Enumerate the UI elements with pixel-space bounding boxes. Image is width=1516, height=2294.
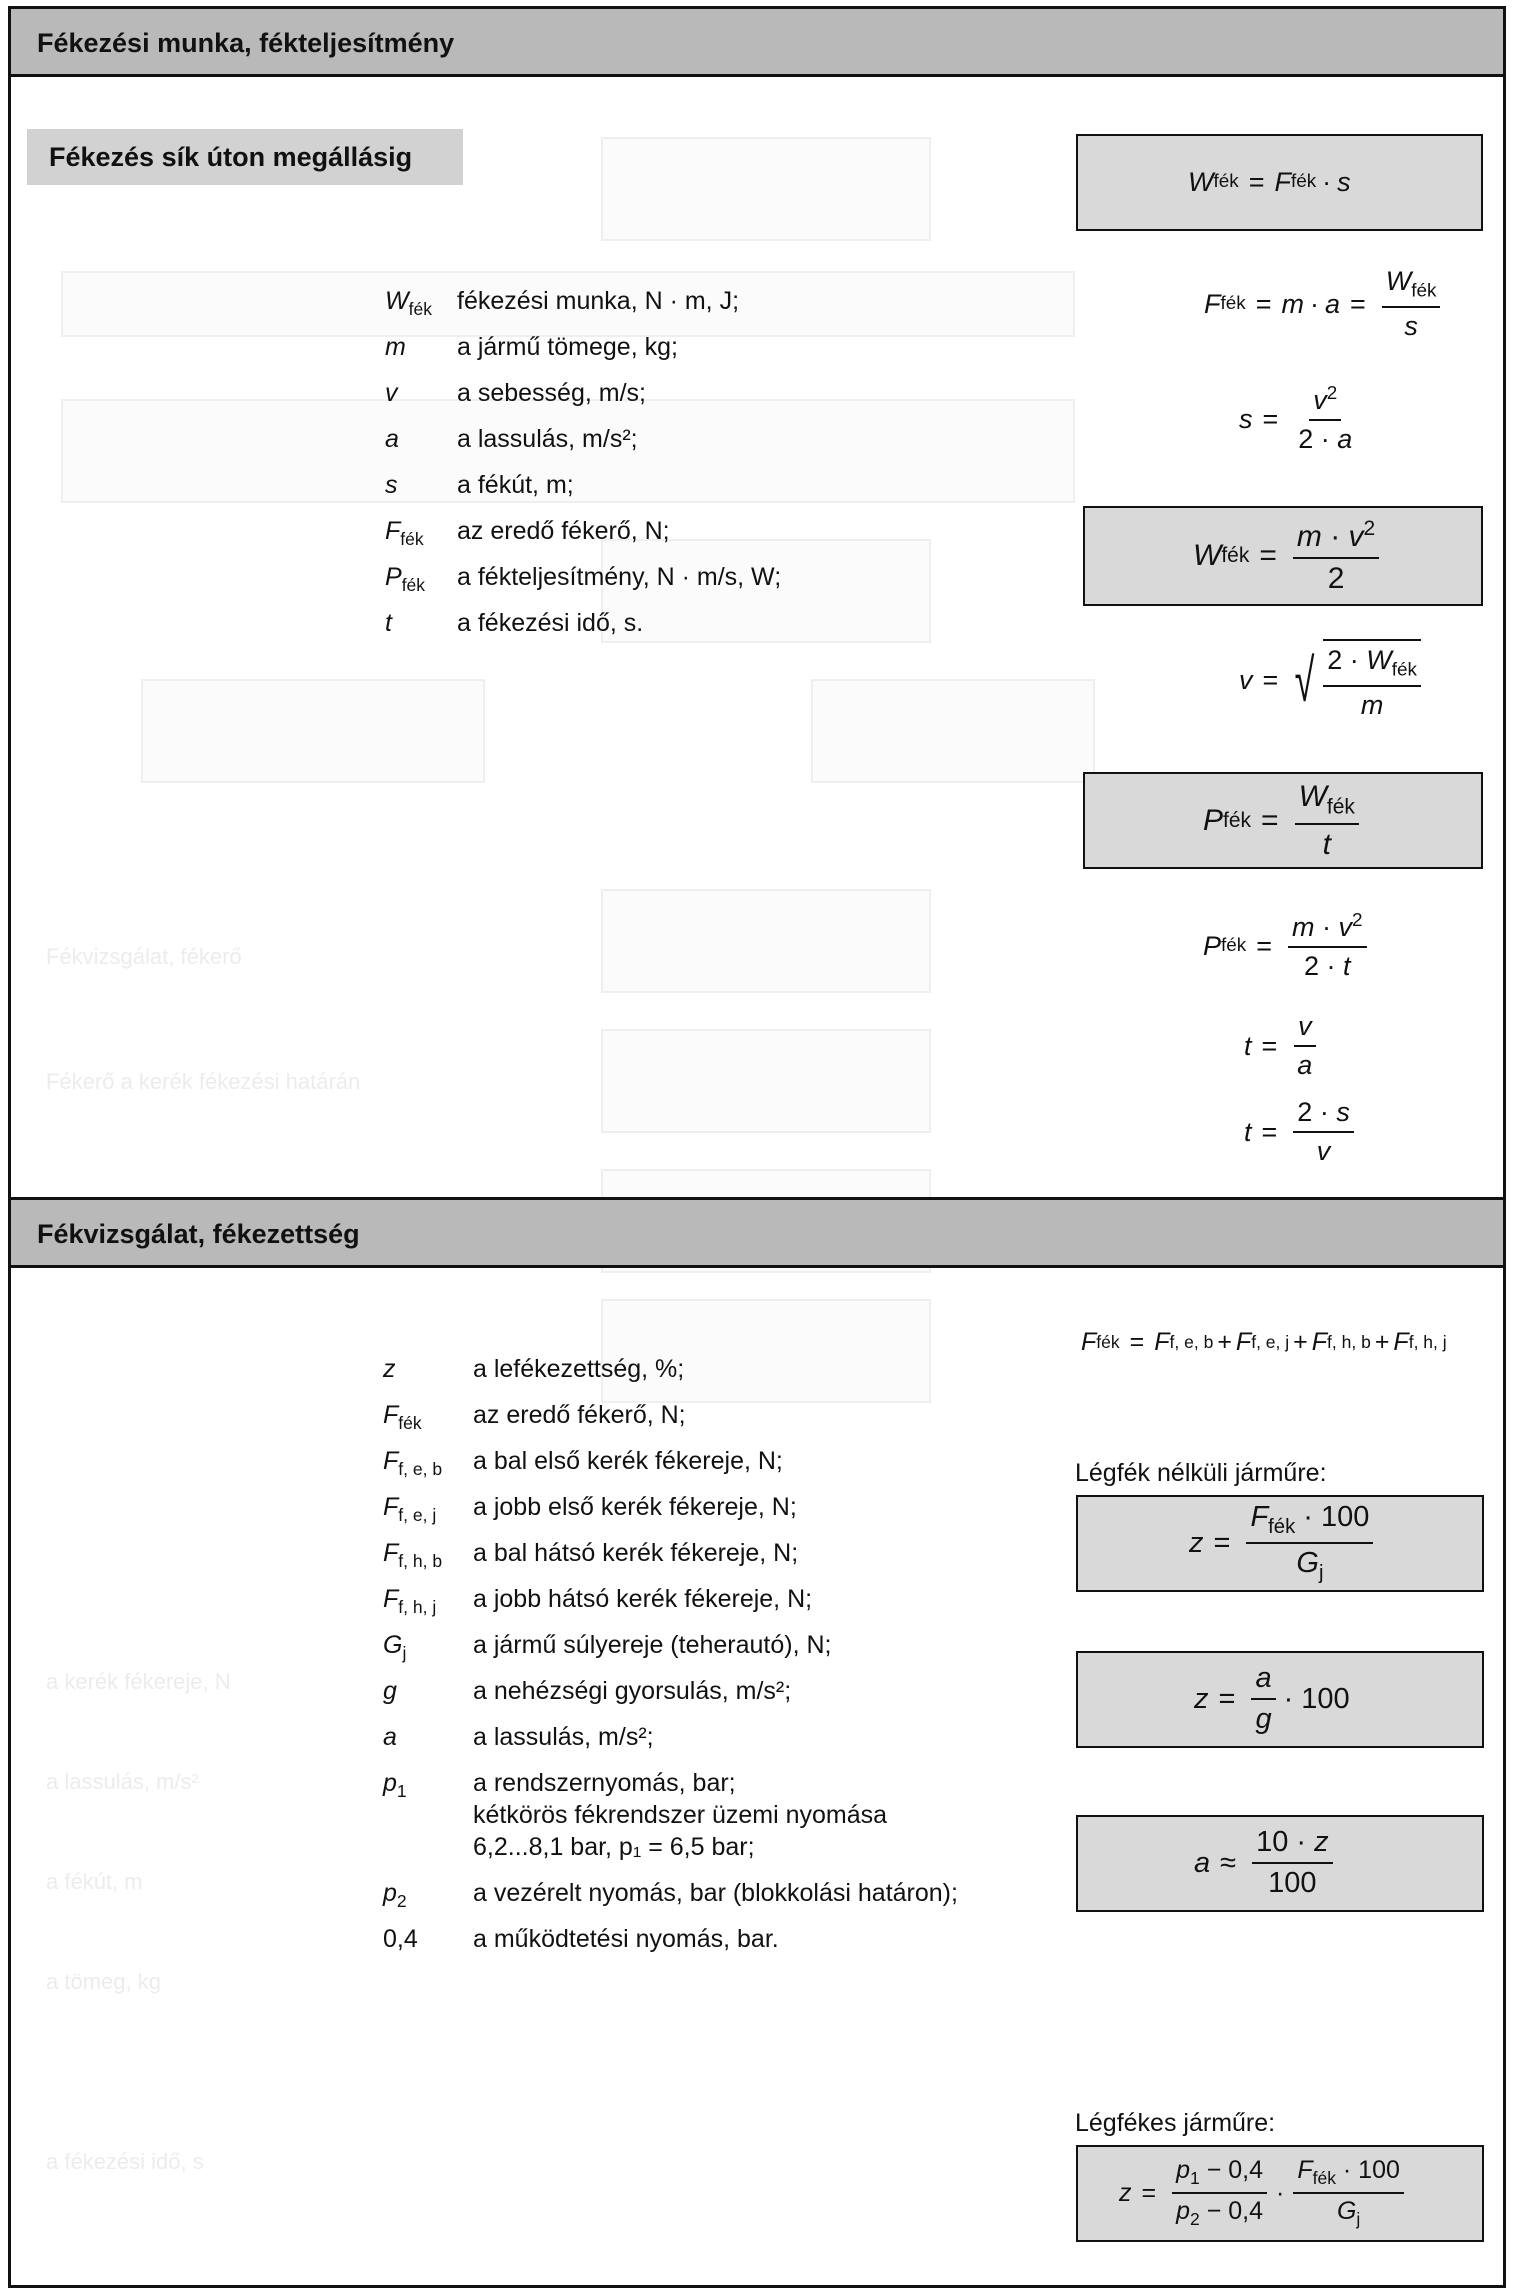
formula-velocity: v = √ $2 \cdot W_{fék}$ m xyxy=(1239,634,1427,726)
formula-braking-ratio-no-air: z = $F_{fék} \cdot 100$ $G_j$ xyxy=(1189,1501,1379,1585)
label-no-air-brake: Légfék nélküli járműre: xyxy=(1075,1459,1327,1487)
formula-brake-power: P fék = $W_{fék}$ t xyxy=(1203,779,1365,863)
section-title: Fékvizsgálat, fékezettség xyxy=(37,1219,360,1249)
formula-braking-ratio-decel: z = $\frac{a}{g}$ · 100 xyxy=(1194,1662,1350,1735)
section-header-braking-work xyxy=(11,9,1503,77)
formula-time-1: t = $\frac{v}{a}$ xyxy=(1244,1006,1322,1086)
formula-brake-force: F fék = m · a = $W_{fék}$ s xyxy=(1204,264,1446,344)
formula-total-brake-force: F fék = F f, e, b + F f, e, j + F f, h, b + F f, h, j xyxy=(1081,1327,1447,1356)
section-title: Fékezési munka, fékteljesítmény xyxy=(37,28,455,58)
formula-stopping-distance: s = $\frac{v^2}{2 \cdot a}$ xyxy=(1239,383,1353,454)
section-header-brake-test xyxy=(11,1200,1503,1268)
page-frame: Fékvizsgálat, fékerő Fékerő a kerék fékezési határán a kerék fékereje, N a lassulás, m/s² a fékút, m a tömeg, kg a fékezési idő, s Fékezési munka, fékteljesítmény Fékezés sík úton megállásig $W_{fék}$ fékezési munka, N · m, J; m a jármű tömege, kg; v a sebesség, m/s; a a lassulás, m/s²; s a fékút, m; $F_{fék}$ az eredő fékerő, N; $P_{fék}$ a fékteljesítmény, N · m/s, W; t a fékezési idő, s. W fék = F fék · s F fék = m · a = $W_{fék}$ s s = $\frac{v^2}{2 \cdot a}$ W fék = $\frac{m \cdot v^2}{2}$ v = √ $2 \cdot W_{fék}$ m P fék = $W_{fék}$ t P fék = $\frac{m \cdot v^2}{2 \cdot t}$ t = $\frac{v}{a}$ t = $\frac{2 \cdot s}{v}$ Fékvizsgálat, fékezettség F fék = F f, e, b + F f, e, j + F f, h, b + F f, h, j z a lefékezettség, %; $F_{fék}$ az eredő fékerő, N; $F_{f, e, b}$ a bal első kerék fékereje, N; $F_{f, e, j}$ a jobb első kerék fékereje, N; $F_{f, h, b}$ a bal hátsó kerék fékereje, N; $F_{f, h, j}$ a jobb hátsó kerék fékereje, N; $G_j$ a jármű súlyereje (teherautó), N; g a nehézségi gyorsulás, m/s²; a a lassulás, m/s²; $p_1$ a rendszernyomás, bar; kétkörös fékrendszer üzemi nyomása 6,2...8,1 bar, p₁ = 6,5 bar; $p_2$ a vezérelt nyomás, bar (blokkolási határon); 0,4 a működtetési nyomás, bar. Légfék nélküli járműre: z = $F_{fék} \cdot 100$ $G_j$ z = $\frac{a}{g}$ · 100 a ≈ $\frac{10 \cdot z}{100}$ Légfékes járműre: z = $\frac{p_1 - 0,4}{p_2 - 0,4}$ · $F_{fék} \cdot 100$ $G_j$ xyxy=(8,6,1506,2288)
formula-work: W fék = F fék · s xyxy=(1188,166,1351,197)
formula-brake-power-2: P fék = $\frac{m \cdot v^2}{2 \cdot t}$ xyxy=(1203,904,1373,988)
formula-braking-ratio-air: z = $\frac{p_1 - 0,4}{p_2 - 0,4}$ · $F_{fék} \cdot 100$ $G_j$ xyxy=(1119,2151,1410,2235)
formula-time-2: t = $\frac{2 \cdot s}{v}$ xyxy=(1244,1092,1360,1172)
formula-deceleration-approx: a ≈ $\frac{10 \cdot z}{100}$ xyxy=(1194,1821,1339,1905)
subsection-title: Fékezés sík úton megállásig xyxy=(49,142,413,172)
subsection-header xyxy=(27,129,463,185)
formula-kinetic-energy: W fék = $\frac{m \cdot v^2}{2}$ xyxy=(1193,514,1385,598)
label-air-brake: Légfékes járműre: xyxy=(1075,2109,1276,2137)
